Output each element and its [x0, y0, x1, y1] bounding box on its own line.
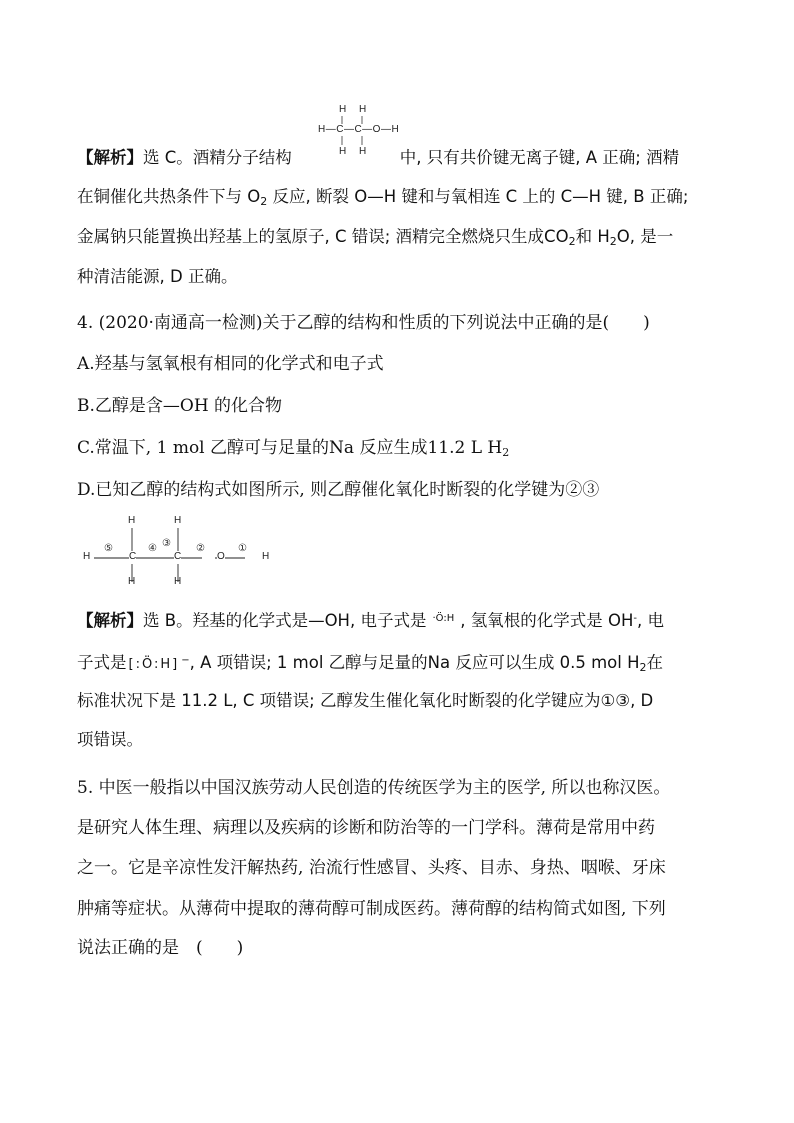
q3-analysis-text-3a: 金属钠只能置换出羟基上的氢原子, C 错误; 酒精完全燃烧只生成CO: [77, 227, 569, 246]
bond-c1: C: [129, 551, 137, 562]
o2-subscript: 2: [260, 195, 268, 208]
h2-subscript: 2: [502, 446, 510, 459]
q5-line-5: 说法正确的是 ( ): [77, 938, 244, 958]
bond-num-4: ④: [148, 543, 157, 554]
bond-h-left: H: [83, 551, 91, 562]
struct-vertical-bonds: [330, 114, 380, 148]
q4-stem: 4. (2020·南通高一检测)关于乙醇的结构和性质的下列说法中正确的是( ): [77, 313, 650, 333]
h2-subscript-2: 2: [639, 661, 647, 674]
hydroxyl-electron-formula: ·Ö:H: [432, 613, 455, 624]
bond-num-5: ⑤: [104, 543, 113, 554]
struct-h-bot-2: H: [359, 146, 367, 157]
q4-analysis-text-1a: 选 B。羟基的化学式是—OH, 电子式是: [143, 611, 427, 630]
q4-analysis-line-1: [77, 609, 664, 636]
q4-analysis-text-1b: , 氢氧根的化学式是 OH: [460, 611, 634, 630]
q3-analysis-text-1a: 选 C。酒精分子结构: [143, 148, 292, 167]
bond-h-top-2: H: [174, 515, 182, 526]
q3-analysis-line-4: [77, 265, 237, 289]
bond-num-1: ①: [238, 543, 247, 554]
co2-subscript: 2: [568, 235, 576, 248]
bond-c2: C: [174, 551, 182, 562]
q5-line-3: 之一。它是辛凉性发汗解热药, 治流行性感冒、头疼、目赤、身热、咽喉、牙床: [77, 858, 666, 878]
q3-analysis-text-4: 种清洁能源, D 正确。: [77, 267, 238, 286]
hydroxide-electron-formula: [:Ö:H]: [128, 657, 180, 672]
bond-h-right: H: [262, 551, 270, 562]
struct-h-bot-1: H: [339, 146, 347, 157]
q4-option-b: B.乙醇是含—OH 的化合物: [77, 396, 283, 416]
q3-analysis-text-3c: O, 是一: [616, 227, 674, 246]
bond-num-2: ②: [196, 543, 205, 554]
bond-num-3: ③: [162, 538, 171, 549]
q5-line-2: 是研究人体生理、病理以及疾病的诊断和防治等的一门学科。薄荷是常用中药: [77, 818, 655, 838]
q4-option-d: D.已知乙醇的结构式如图所示, 则乙醇催化氧化时断裂的化学键为②③: [77, 480, 600, 500]
q4-analysis-line-4: 项错误。: [77, 730, 143, 749]
struct-main-row: H—C—C—O—H: [318, 124, 400, 135]
q4-analysis-text-2a: 子式是: [77, 653, 127, 672]
q4-option-c-text: C.常温下, 1 mol 乙醇可与足量的Na 反应生成11.2 L H: [77, 438, 503, 458]
analysis-tag: 【解析】: [77, 148, 143, 167]
q3-analysis-text-2a: 在铜催化共热条件下与 O: [77, 187, 261, 206]
oh-charge: -: [633, 613, 637, 624]
q3-analysis-line-2: [77, 185, 688, 209]
q3-analysis-text-2b: 反应, 断裂 O—H 键和与氧相连 C 上的 C—H 键, B 正确;: [267, 187, 689, 206]
q4-analysis-line-2: [77, 651, 663, 677]
q3-analysis-text-1b: 中, 只有共价键无离子键, A 正确; 酒精: [399, 148, 680, 167]
q3-analysis-text-3b: 和 H: [575, 227, 610, 246]
q4-analysis-text-2c: 在: [646, 653, 663, 672]
analysis-tag: 【解析】: [77, 611, 143, 630]
q4-option-c: [77, 436, 509, 460]
q3-analysis-line-3: [77, 225, 673, 249]
q3-analysis-line-1: [77, 146, 679, 170]
struct-h-top-1: H: [339, 104, 347, 115]
q4-analysis-text-1c: , 电: [636, 611, 664, 630]
q4-analysis-line-3: 标准状况下是 11.2 L, C 项错误; 乙醇发生催化氧化时断裂的化学键应为①③, D: [77, 691, 654, 710]
q5-line-4: 肿痛等症状。从薄荷中提取的薄荷醇可制成医药。薄荷醇的结构简式如图, 下列: [77, 899, 666, 919]
bond-h-bot-2: H: [174, 576, 182, 587]
hydroxide-charge: −: [181, 655, 190, 666]
h2o-subscript: 2: [609, 235, 617, 248]
bond-h-bot-1: H: [128, 576, 136, 587]
q4-option-a: A.羟基与氢氧根有相同的化学式和电子式: [77, 354, 384, 374]
q5-line-1: 5. 中医一般指以中国汉族劳动人民创造的传统医学为主的医学, 所以也称汉医。: [77, 778, 671, 798]
q4-analysis-text-2b: , A 项错误; 1 mol 乙醇与足量的Na 反应可以生成 0.5 mol H: [189, 653, 640, 672]
struct-h-top-2: H: [359, 104, 367, 115]
bond-h-top-1: H: [128, 515, 136, 526]
bond-o: O: [217, 551, 225, 562]
